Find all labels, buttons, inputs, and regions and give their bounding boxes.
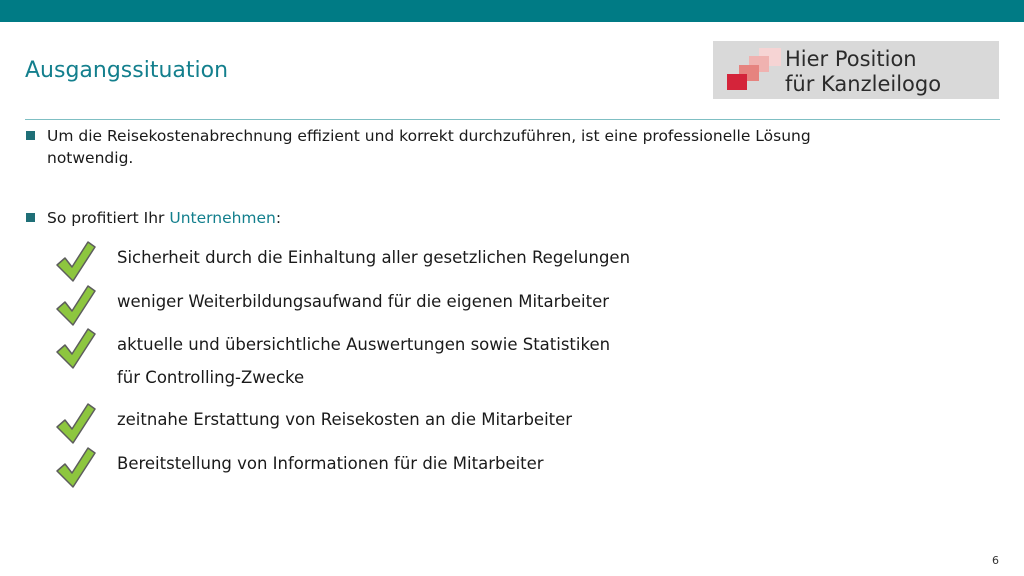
benefit-text: weniger Weiterbildungsaufwand für die eigenen Mitarbeiter [117,292,610,311]
benefit-text: aktuelle und übersichtliche Auswertungen sowie Statistiken [117,335,611,354]
benefit-text: zeitnahe Erstattung von Reisekosten an die Mitarbeiter [117,410,573,429]
bullet-text [47,125,811,169]
checkmark-icon [56,285,96,327]
page-number: 6 [992,554,999,567]
logo-text [785,47,941,97]
bullet-text-suffix: : [275,209,282,227]
square-bullet-icon [26,213,35,222]
bullet-text-prefix: So profitiert Ihr [47,209,170,227]
bullet-text-line: Um die Reisekostenabrechnung effizient und korrekt durchzuführen, ist eine professionelle Lösung [47,127,811,145]
title-divider [25,119,1000,120]
slide-title: Ausgangssituation [25,58,229,83]
bullet-text-highlight: Unternehmen [169,209,276,227]
logo-text-line2: für Kanzleilogo [785,72,942,96]
checkmark-icon [56,328,96,370]
checkmark-icon [56,447,96,489]
checkmark-icon [56,403,96,445]
logo-text-line1: Hier Position [785,47,917,71]
bullet-text [47,207,281,229]
logo-icon [725,48,783,92]
benefit-text-continuation: für Controlling-Zwecke [117,368,305,387]
benefit-text: Sicherheit durch die Einhaltung aller gesetzlichen Regelungen [117,248,631,267]
logo-placeholder [713,41,999,99]
bullet-text-line: notwendig. [47,149,134,167]
top-bar [0,0,1024,22]
benefit-text: Bereitstellung von Informationen für die Mitarbeiter [117,454,544,473]
square-bullet-icon [26,131,35,140]
checkmark-icon [56,241,96,283]
